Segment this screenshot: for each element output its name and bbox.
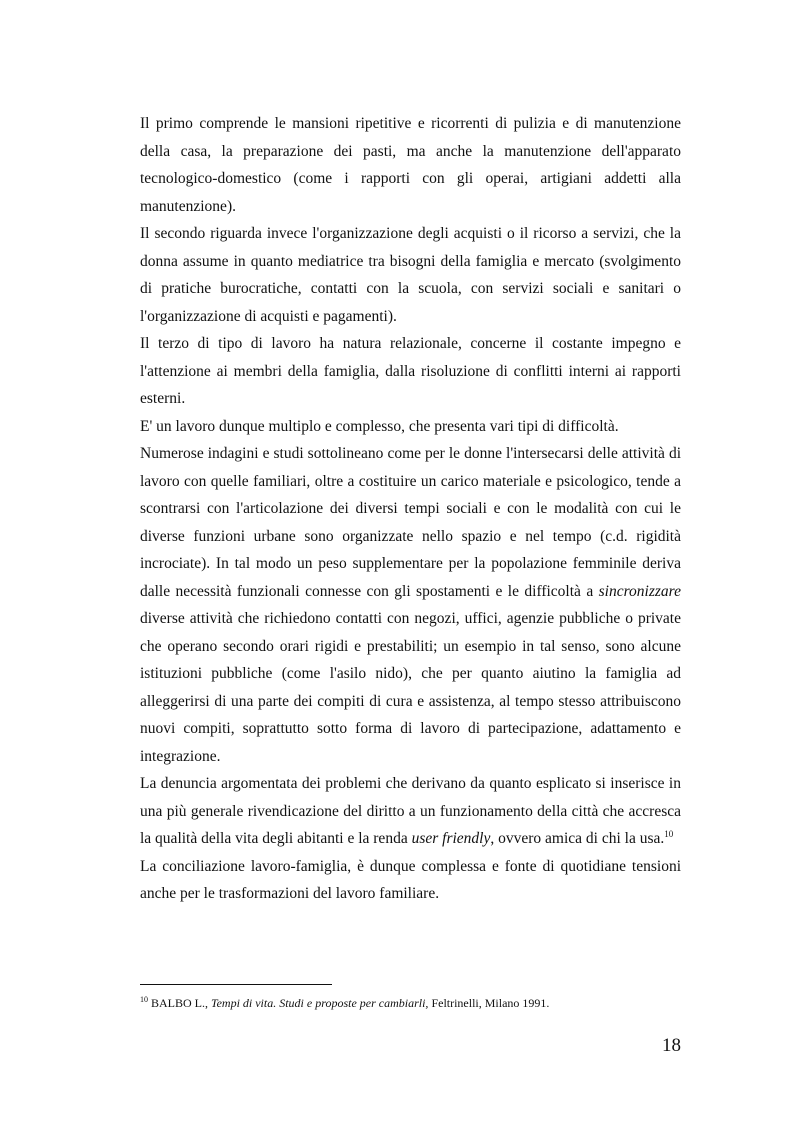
paragraph-5-italic: sincronizzare <box>598 582 682 600</box>
paragraph-5-text-b: diverse attività che richiedono contatti con negozi, uffici, agenzie pubbliche o private che operano secondo orari rigidi e prestabiliti; un esempio in tal senso, sono alcune istituzioni pubbliche (come l'asilo nido), che per quanto aiutino la famiglia ad alleggerirsi di una parte dei compiti di cura e assistenza, al tempo stesso attribuiscono nuovi compiti, soprattutto sotto forma di lavoro di partecipazione, adattamento e integrazione. <box>140 610 681 765</box>
paragraph-1: Il primo comprende le mansioni ripetitive e ricorrenti di pulizia e di manutenzione della casa, la preparazione dei pasti, ma anche la manutenzione dell'apparato tecnologico-domestico (come i rapporti con gli operai, artigiani addetti alla manutenzione). <box>140 115 681 215</box>
footnote-publisher: Feltrinelli, Milano 1991. <box>431 996 550 1010</box>
paragraph-6-italic: user friendly <box>411 830 491 847</box>
paragraph-5-text-a: Numerose indagini e studi sottolineano come per le donne l'intersecarsi delle attività di lavoro con quelle familiari, oltre a costituire un carico materiale e psicologico, tende a scontrarsi con l'articolazione dei diversi tempi sociali e con le modalità con cui le diverse funzioni urbane sono organizzate nello spazio e nel tempo (c.d. rigidità incrociate). In tal modo un peso supplementare per la popolazione femminile deriva dalle necessità funzionali connesse con gli spostamenti e le difficoltà a <box>140 445 681 600</box>
paragraph-5 <box>140 440 681 770</box>
paragraph-6-text-b: , ovvero amica di chi la usa. <box>490 830 665 847</box>
footnote-reference[interactable]: 10 <box>664 828 674 839</box>
footnote-separator <box>140 984 332 985</box>
body-text <box>140 110 681 908</box>
footnote <box>140 992 700 1011</box>
paragraph-2: Il secondo riguarda invece l'organizzazione degli acquisti o il ricorso a servizi, che la donna assume in quanto mediatrice tra bisogni della famiglia e mercato (svolgimento di pratiche burocratiche, contatti con la scuola, con servizi sociali e sanitari o l'organizzazione di acquisti e pagamenti). <box>140 225 681 325</box>
paragraph-6 <box>140 770 681 853</box>
paragraph-4: E' un lavoro dunque multiplo e complesso, che presenta vari tipi di difficoltà. <box>140 417 619 435</box>
footnote-number: 10 <box>140 995 148 1004</box>
paragraph-3: Il terzo di tipo di lavoro ha natura relazionale, concerne il costante impegno e l'attenzione ai membri della famiglia, dalla risoluzione di conflitti interni ai rapporti esterni. <box>140 335 681 407</box>
page-number: 18 <box>662 1035 681 1056</box>
paragraph-7: La conciliazione lavoro-famiglia, è dunque complessa e fonte di quotidiane tensioni anche per le trasformazioni del lavoro familiare. <box>140 857 681 902</box>
footnote-author: BALBO L., <box>151 996 208 1010</box>
paragraph-6-text-a: La denuncia argomentata dei problemi che derivano da quanto esplicato si inserisce in una più generale rivendicazione del diritto a un funzionamento della città che accresca la qualità della vita degli abitanti e la renda <box>140 775 681 847</box>
footnote-title: Tempi di vita. Studi e proposte per cambiarli, <box>211 996 429 1010</box>
